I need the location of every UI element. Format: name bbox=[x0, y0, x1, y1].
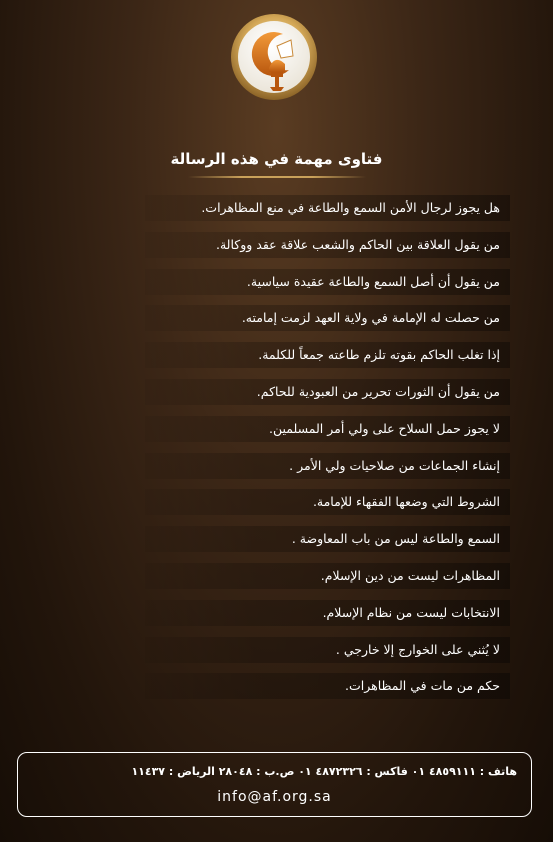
list-item-text: الانتخابات ليست من نظام الإسلام. bbox=[322, 604, 500, 620]
list-item bbox=[145, 305, 510, 331]
list-item bbox=[145, 232, 510, 258]
list-item-text: إذا تغلب الحاكم بقوته تلزم طاعته جمعاً للكلمة. bbox=[258, 347, 500, 363]
list-item-text: من حصلت له الإمامة في ولاية العهد لزمت إمامته. bbox=[241, 310, 500, 326]
list-item bbox=[145, 269, 510, 295]
list-item bbox=[145, 379, 510, 405]
list-item bbox=[145, 526, 510, 552]
list-item-text: من يقول أن أصل السمع والطاعة عقيدة سياسية. bbox=[246, 273, 500, 289]
list-item-text: إنشاء الجماعات من صلاحيات ولي الأمر . bbox=[289, 457, 500, 473]
email-link[interactable]: info@af.org.sa bbox=[217, 789, 332, 805]
list-item-text: المظاهرات ليست من دين الإسلام. bbox=[320, 567, 500, 583]
contact-footer bbox=[17, 752, 532, 817]
contact-line: هاتف : ٤٨٥٩١١١ ٠١ فاكس : ٤٨٧٢٣٢٦ ٠١ ص.ب : ٢٨٠٤٨ الرياض : ١١٤٣٧ bbox=[131, 765, 517, 778]
crescent-dome-logo-icon bbox=[229, 12, 319, 102]
list-item bbox=[145, 563, 510, 589]
list-item-text: السمع والطاعة ليس من باب المعاوضة . bbox=[291, 531, 500, 547]
list-item bbox=[145, 342, 510, 368]
list-item-text: حكم من مات في المظاهرات. bbox=[345, 678, 500, 694]
list-item-text: هل يجوز لرجال الأمن السمع والطاعة في منع المظاهرات. bbox=[201, 200, 500, 215]
list-item bbox=[145, 195, 510, 221]
list-item bbox=[145, 600, 510, 626]
list-item bbox=[145, 489, 510, 515]
page-title: فتاوى مهمة في هذه الرسالة bbox=[170, 150, 383, 168]
list-item bbox=[145, 673, 510, 699]
fatwa-list bbox=[145, 195, 510, 710]
list-item-text: الشروط التي وضعها الفقهاء للإمامة. bbox=[312, 494, 500, 510]
list-item bbox=[145, 453, 510, 479]
list-item bbox=[145, 637, 510, 663]
list-item-text: من يقول أن الثورات تحرير من العبودية للحاكم. bbox=[256, 383, 500, 399]
list-item-text: لا يجوز حمل السلاح على ولي أمر المسلمين. bbox=[269, 420, 500, 436]
list-item bbox=[145, 416, 510, 442]
title-underline bbox=[188, 176, 366, 178]
list-item-text: لا يُثني على الخوارج إلا خارجي . bbox=[335, 641, 500, 657]
list-item-text: من يقول العلاقة بين الحاكم والشعب علاقة عقد ووكالة. bbox=[215, 236, 500, 252]
